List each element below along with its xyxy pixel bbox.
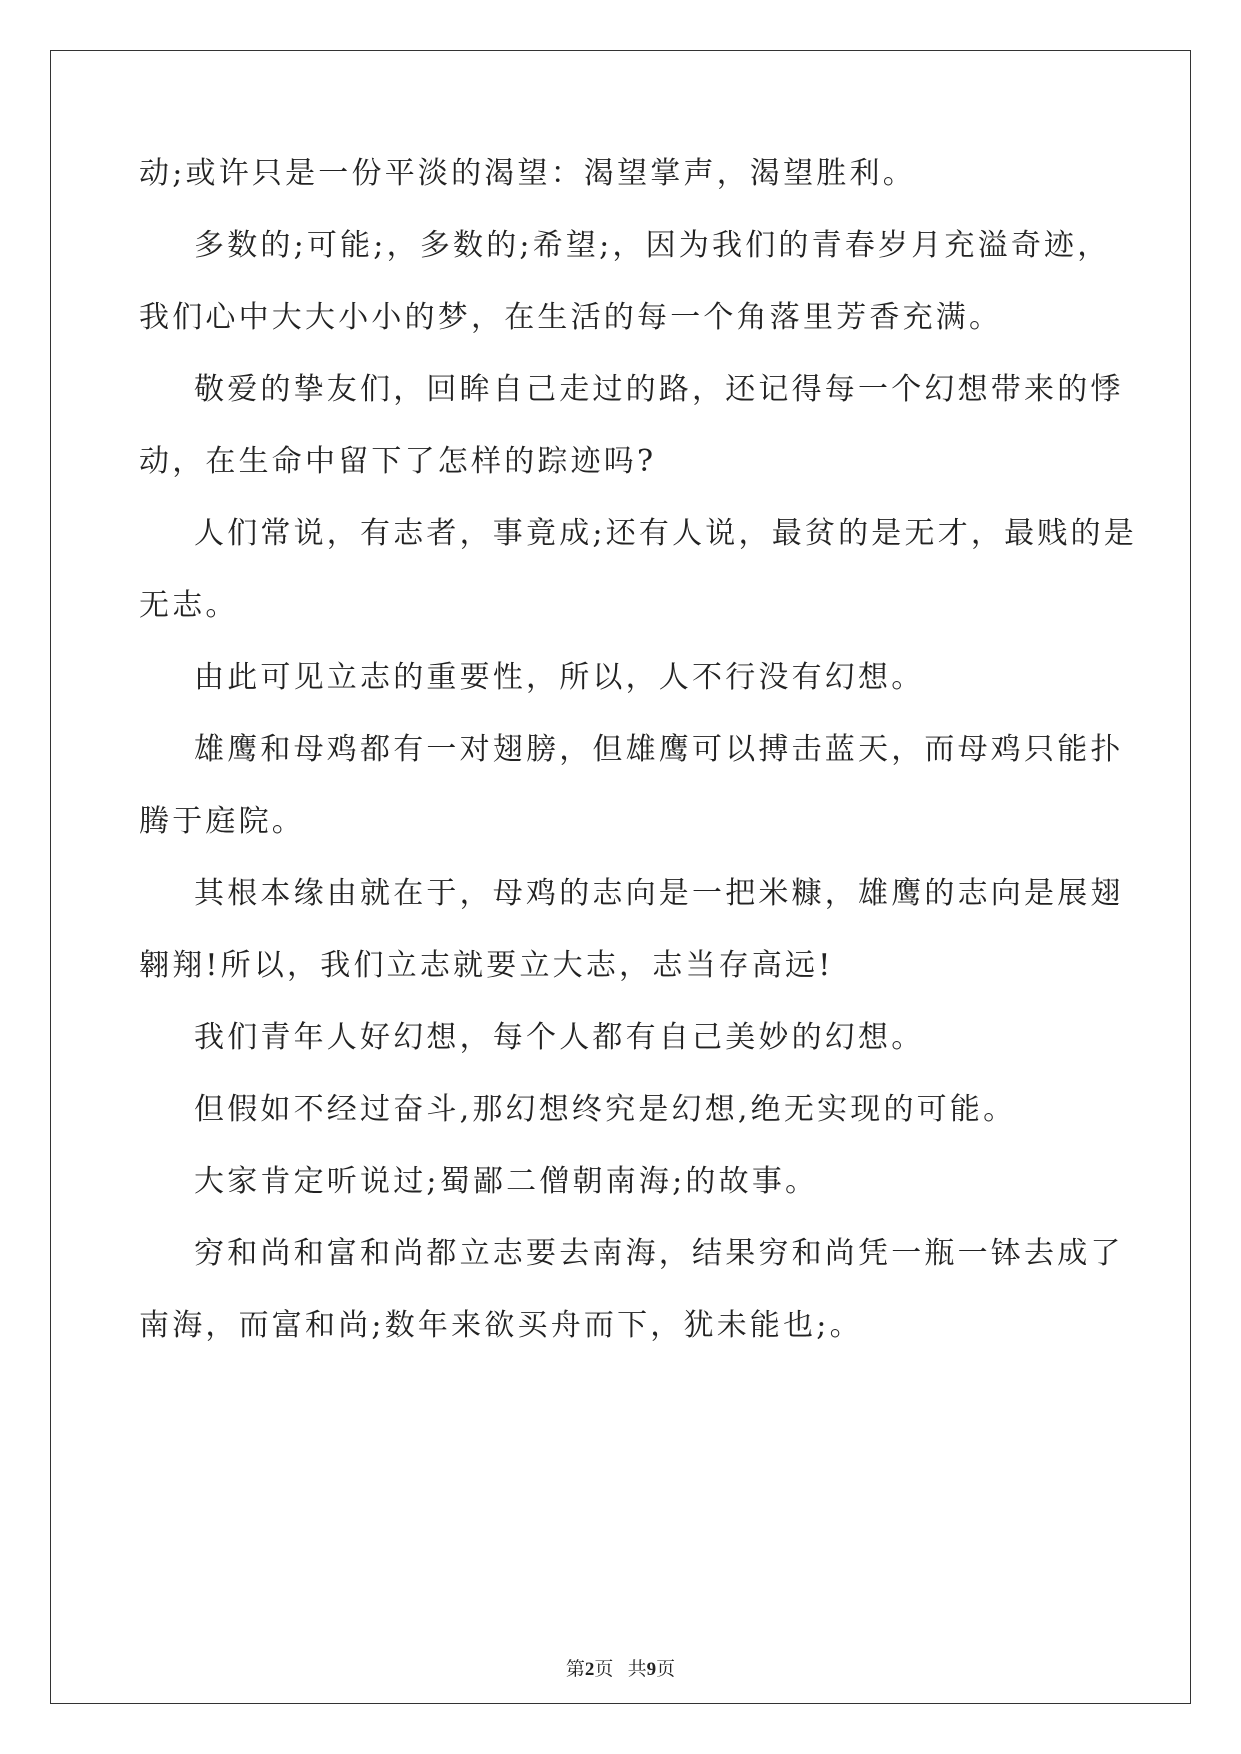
text-line: 但假如不经过奋斗,那幻想终究是幻想,绝无实现的可能。 [194,1092,1017,1127]
page-number-footer [0,1654,1241,1681]
text-line: 人们常说，有志者，事竟成;还有人说，最贫的是无才，最贱的是 [194,516,1137,551]
text-line: 我们心中大大小小的梦，在生活的每一个角落里芳香充满。 [139,300,1003,335]
text-line: 腾于庭院。 [139,804,305,839]
footer-suffix: 页 [656,1659,676,1680]
text-line: 大家肯定听说过;蜀鄙二僧朝南海;的故事。 [194,1164,819,1199]
text-line: 我们青年人好幻想，每个人都有自己美妙的幻想。 [194,1020,925,1055]
current-page-number: 2 [584,1659,595,1680]
text-line: 南海，而富和尚;数年来欲买舟而下，犹未能也;。 [139,1308,863,1343]
text-line: 动，在生命中留下了怎样的踪迹吗? [139,444,657,479]
text-line: 雄鹰和母鸡都有一对翅膀，但雄鹰可以搏击蓝天，而母鸡只能扑 [194,732,1124,767]
text-line: 其根本缘由就在于，母鸡的志向是一把米糠，雄鹰的志向是展翅 [194,876,1124,911]
text-line: 敬爱的挚友们，回眸自己走过的路，还记得每一个幻想带来的悸 [194,372,1124,407]
total-pages-number: 9 [646,1659,657,1680]
footer-middle: 页 共 [594,1659,647,1680]
text-line: 翱翔!所以，我们立志就要立大志，志当存高远! [139,948,834,983]
text-line: 由此可见立志的重要性，所以，人不行没有幻想。 [194,660,925,695]
text-line: 无志。 [139,588,239,623]
footer-prefix: 第 [565,1659,585,1680]
text-line: 穷和尚和富和尚都立志要去南海，结果穷和尚凭一瓶一钵去成了 [194,1236,1124,1271]
text-line: 动;或许只是一份平淡的渴望：渴望掌声，渴望胜利。 [139,156,916,191]
text-line: 多数的;可能;，多数的;希望;，因为我们的青春岁月充溢奇迹， [194,228,1111,263]
